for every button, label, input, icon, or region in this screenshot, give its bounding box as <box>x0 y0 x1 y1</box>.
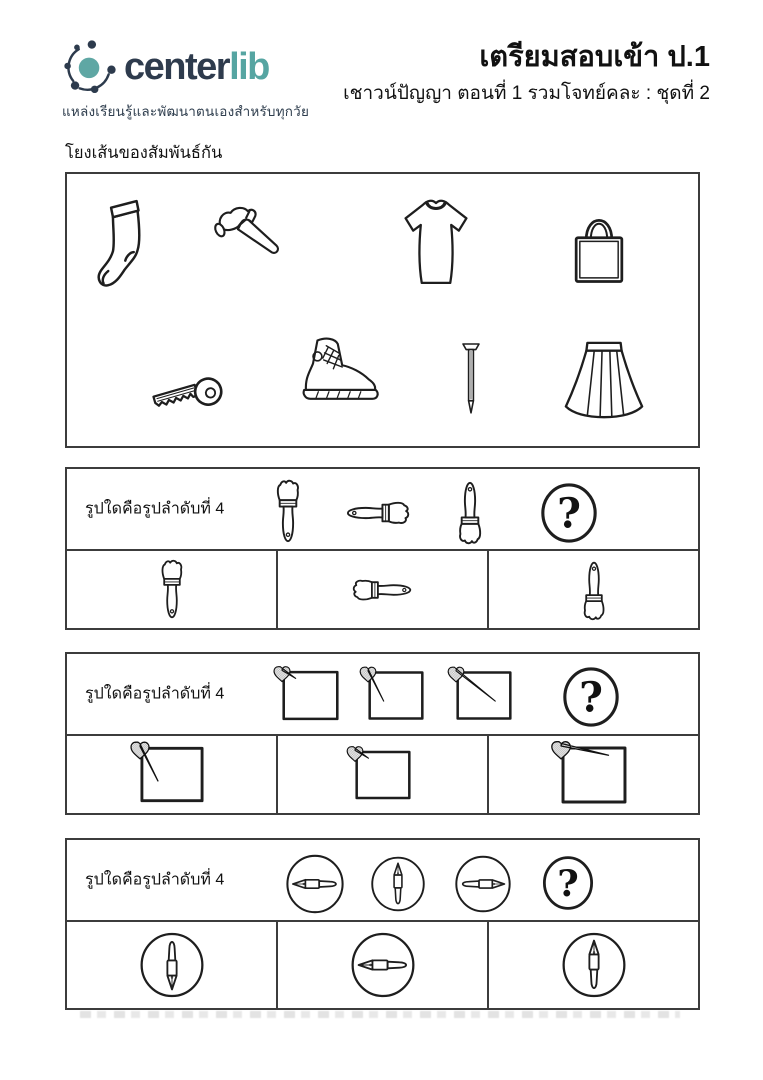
key-icon <box>150 368 230 422</box>
sequence-brush-up-icon <box>272 478 304 546</box>
option-cell <box>67 922 276 1008</box>
option-cell <box>67 551 276 628</box>
question-3-prompt: รูปใดคือรูปลำดับที่ 4 <box>85 871 225 889</box>
nail-icon <box>460 340 482 416</box>
question-2-box <box>65 652 700 815</box>
matching-box <box>65 172 700 448</box>
option-cell <box>276 736 487 813</box>
cropped-footer-text <box>80 1011 680 1018</box>
centerlib-dots-logo-icon <box>62 38 118 96</box>
skirt-icon <box>555 338 653 426</box>
option-brush-up-icon <box>157 558 187 622</box>
sequence-heart-box-bottom-right-icon <box>456 670 512 721</box>
sequence-pen-left-icon <box>285 854 345 914</box>
option-pen-left-icon <box>350 932 416 998</box>
option-cell <box>276 551 487 628</box>
svg-text:?: ? <box>579 673 603 722</box>
option-cell <box>276 922 487 1008</box>
sock-icon <box>95 195 147 297</box>
tshirt-icon <box>398 194 474 292</box>
option-heart-box-top-left-icon <box>355 749 411 801</box>
centerlib-logo <box>62 38 309 122</box>
brand-word-lib: lib <box>229 46 269 88</box>
option-brush-left-icon <box>368 558 398 622</box>
option-cell <box>67 736 276 813</box>
handbag-icon <box>570 203 628 287</box>
sequence-pen-right-icon <box>454 855 512 913</box>
matching-instruction: โยงเส้นของสัมพันธ์กัน <box>65 144 223 162</box>
question-3-sequence-row <box>67 840 698 920</box>
question-1-box <box>65 467 700 630</box>
boot-icon <box>298 330 382 404</box>
sequence-brush-down-icon <box>454 478 486 546</box>
svg-text:?: ? <box>557 861 579 906</box>
sequence-heart-box-bottom-left-icon <box>368 670 424 721</box>
question-2-prompt: รูปใดคือรูปลำดับที่ 4 <box>85 685 225 703</box>
page-subtitle: เชาวน์ปัญญา ตอนที่ 1 รวมโจทย์คละ : ชุดที่ 2 <box>343 82 710 104</box>
option-cell <box>487 551 698 628</box>
brand-wordmark <box>124 48 269 86</box>
brand-word-center: center <box>124 46 230 88</box>
option-brush-down-icon <box>579 558 609 622</box>
question-1-prompt: รูปใดคือรูปลำดับที่ 4 <box>85 500 225 518</box>
sequence-heart-box-top-left-icon <box>282 670 339 721</box>
question-3-options-row <box>67 920 698 1008</box>
sequence-pen-up-icon <box>370 856 426 912</box>
question-2-options-row <box>67 734 698 813</box>
svg-text:?: ? <box>557 489 581 538</box>
question-3-box <box>65 838 700 1010</box>
option-pen-down-icon <box>139 932 205 998</box>
title-block <box>343 40 710 108</box>
page-title: เตรียมสอบเข้า ป.1 <box>479 41 710 73</box>
question-mark-icon <box>539 482 599 544</box>
question-mark-icon <box>540 855 596 911</box>
logo-tagline: แหล่งเรียนรู้และพัฒนาตนเองสำหรับทุกวัย <box>62 104 310 119</box>
question-1-options-row <box>67 549 698 628</box>
option-pen-up-icon <box>561 932 627 998</box>
question-1-sequence-row <box>67 469 698 549</box>
option-heart-box-top-right-icon <box>560 746 628 804</box>
option-cell <box>487 736 698 813</box>
question-mark-icon <box>561 666 621 728</box>
sequence-brush-right-icon <box>361 479 393 547</box>
option-cell <box>487 922 698 1008</box>
question-2-sequence-row <box>67 654 698 734</box>
hammer-icon <box>210 203 284 258</box>
option-heart-box-bottom-left-icon <box>140 746 204 803</box>
